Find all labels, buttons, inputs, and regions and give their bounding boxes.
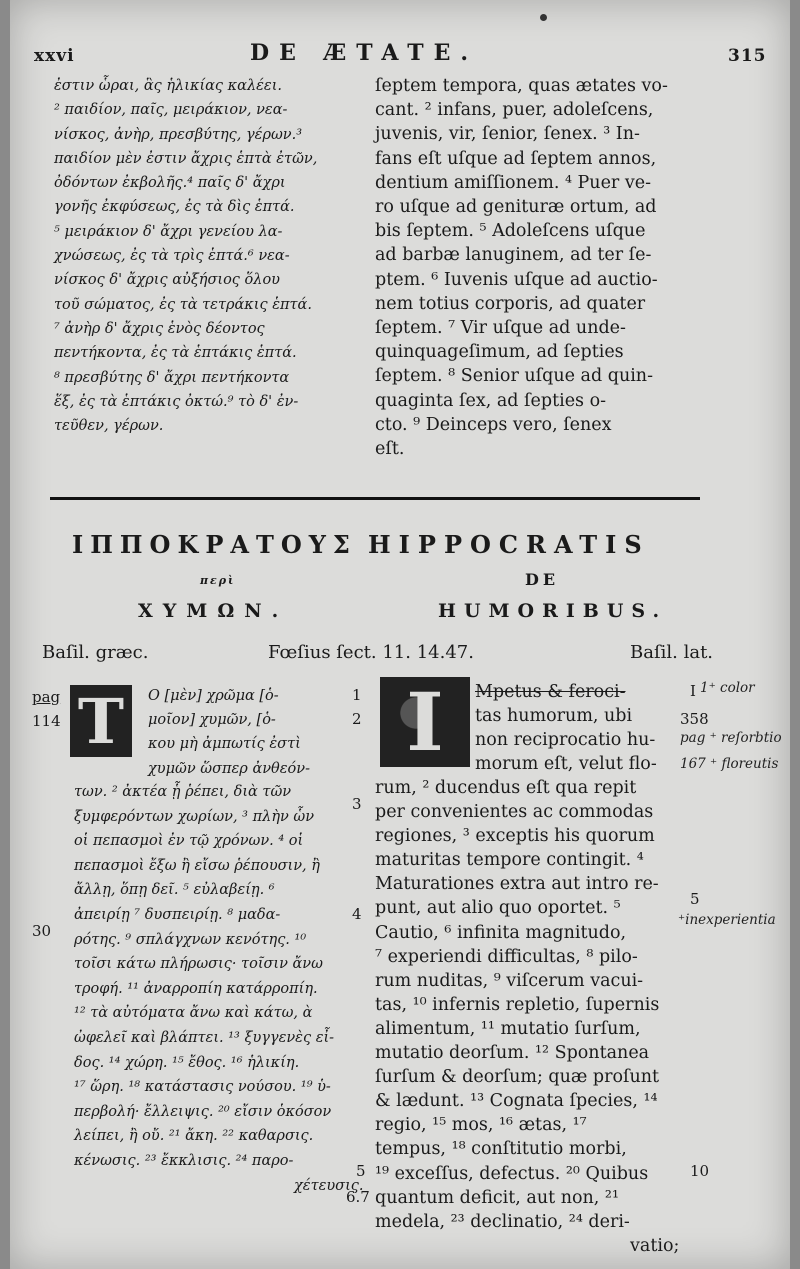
text-line: ⁷ experiendi difficultas, ⁸ pilo- (375, 946, 638, 967)
text-line: των. ² ἀκτέα ᾗ ῥέπει, διὰ τῶν (74, 784, 292, 800)
text-line: ² παιδίον, παῖς, μειράκιον, νεα- (54, 102, 288, 119)
text-line: κου μὴ ἀμπωτίς ἐστὶ (148, 736, 301, 753)
text-line: περβολή· ἔλλειψις. ²⁰ εἴσιν ὁκόσον (74, 1103, 332, 1120)
text-line: cant. ² infans, puer, adoleſcens, (375, 100, 654, 121)
text-line: ὠφελεῖ καὶ βλάπτει. ¹³ ξυγγενὲς εἶ- (74, 1029, 335, 1046)
text-line: medela, ²³ declinatio, ²⁴ deri- (375, 1211, 630, 1232)
text-line: ¹⁹ exceſſus, defectus. ²⁰ Quibus (375, 1163, 649, 1184)
latin-author-title: HIPPOCRATIS (368, 530, 650, 559)
margin-number: I (690, 682, 696, 700)
latin-text-top (375, 74, 690, 461)
text-line: νίσκος δ' ἄχρις αὐξήσιος ὅλου (54, 272, 280, 289)
text-line: tas humorum, ubi (475, 706, 633, 726)
margin-line-number: 30 (32, 922, 52, 940)
text-line: λείπει, ἢ οὔ. ²¹ ἄκη. ²² καθαρσις. (74, 1128, 314, 1145)
handwritten-note: 167 ⁺ floreutis (680, 756, 779, 772)
handwritten-note: 1⁺ color (700, 680, 755, 696)
text-line: τοῦ σώματος, ἐς τὰ τετράκις ἑπτά. (54, 296, 312, 313)
text-line: τροφή. ¹¹ ἀναρροπίη κατάρροπίη. (74, 980, 318, 997)
margin-number: 2 (352, 710, 362, 728)
text-line: tempus, ¹⁸ conſtitutio morbi, (375, 1139, 627, 1160)
text-line: ptem. ⁶ Iuvenis uſque ad auctio- (375, 269, 658, 290)
margin-number: 6.7 (346, 1188, 370, 1206)
text-line: juvenis, vir, ſenior, ſenex. ³ In- (375, 124, 640, 145)
text-line: ρότης. ⁹ σπλάγχνων κενότης. ¹⁰ (74, 931, 307, 948)
text-line: ⁵ μειράκιον δ' ἄχρι γενείου λα- (54, 223, 283, 240)
greek-peri: περὶ (200, 574, 236, 587)
margin-number: 1 (352, 686, 362, 704)
text-line: ἕξ, ἐς τὰ ἑπτάκις ὀκτώ.⁹ τὸ δ' ἐν- (54, 393, 299, 410)
text-line: & lædunt. ¹³ Cognata ſpecies, ¹⁴ (375, 1091, 658, 1112)
text-line: πεπασμοὶ ἔξω ἢ εἴσω ῥέπουσιν, ἢ (74, 857, 320, 874)
text-line: οἱ πεπασμοὶ ἐν τῷ χρόνων. ⁴ οἱ (74, 833, 304, 850)
page-number: 315 (728, 46, 767, 66)
text-line: rum, ² ducendus eſt qua repit (375, 778, 637, 798)
margin-page-ref: 358 (680, 710, 709, 728)
text-line: ¹² τὰ αὐτόματα ἄνω καὶ κάτω, ὰ (74, 1005, 313, 1022)
latin-work-title: HUMORIBUS. (438, 600, 668, 622)
text-line: Cautio, ⁶ infinita magnitudo, (375, 922, 627, 943)
text-line: ro uſque ad genituræ ortum, ad (375, 197, 657, 218)
margin-pag-label: pag (32, 688, 61, 706)
section-divider (50, 497, 700, 500)
greek-text-top (54, 74, 364, 438)
text-line: κένωσις. ²³ ἔκκλισις. ²⁴ παρο- (74, 1152, 294, 1169)
text-line: dentium amiſſionem. ⁴ Puer ve- (375, 172, 652, 193)
greek-work-title: ΧΥΜΩΝ. (138, 600, 289, 622)
text-line: regio, ¹⁵ mos, ¹⁶ ætas, ¹⁷ (375, 1115, 587, 1136)
text-line: quaginta ſex, ad ſepties o- (375, 390, 607, 411)
text-line: quantum deficit, aut non, ²¹ (375, 1187, 619, 1208)
text-line: vatio; (630, 1235, 680, 1256)
source-foesius: Fœſius ſect. 11. 14.47. (268, 642, 474, 663)
text-line: cto. ⁹ Deinceps vero, ſenex (375, 414, 612, 435)
decorated-initial-latin: I (380, 677, 470, 767)
text-line: Ο [μὲν] χρῶμα [ὁ- (148, 688, 279, 704)
text-line: πεντήκοντα, ἐς τὰ ἑπτάκις ἑπτά. (54, 345, 297, 362)
text-line: ὀδόντων ἐκβολῆς.⁴ παῖς δ' ἄχρι (54, 175, 286, 192)
text-line: ⁸ πρεσβύτης δ' ἄχρι πεντήκοντα (54, 369, 290, 386)
text-line: γονῆς ἐκφύσεως, ἐς τὰ δὶς ἑπτά. (54, 199, 295, 216)
text-line: ⁷ ἀνὴρ δ' ἄχρις ἑνὸς δέοντος (54, 320, 265, 337)
text-line: δος. ¹⁴ χώρη. ¹⁵ ἔθος. ¹⁶ ἡλικίη. (74, 1054, 300, 1071)
text-line: παιδίον μὲν ἐστιν ἄχρις ἑπτὰ ἐτῶν, (54, 150, 318, 167)
running-title: DE ÆTATE. (250, 40, 479, 66)
text-line: μοῖον] χυμῶν, [ὁ- (148, 712, 276, 729)
greek-author-title: ΙΠΠΟΚΡΑΤΟΥΣ (72, 530, 357, 559)
text-line: per convenientes ac commodas (375, 802, 654, 823)
text-line: nem totius corporis, ad quater (375, 293, 646, 314)
latin-de: DE (525, 570, 560, 589)
text-line: τεῦθεν, γέρων. (54, 418, 164, 435)
text-line: non reciprocatio hu- (475, 730, 656, 750)
text-line: Maturationes extra aut intro re- (375, 874, 659, 895)
text-line: ſurſum & deorſum; quæ proſunt (375, 1067, 660, 1088)
text-line: fans eſt uſque ad ſeptem annos, (375, 148, 657, 169)
text-line: ſeptem. ⁷ Vir uſque ad unde- (375, 318, 626, 339)
text-line: eſt. (375, 439, 405, 460)
text-line: ſeptem tempora, quas ætates vo- (375, 76, 668, 96)
text-line: τοῖσι κάτω πλήρωσις· τοῖσιν ἄνω (74, 956, 323, 973)
decorated-initial-greek: T (70, 685, 132, 757)
text-line: ἀπειρίῃ ⁷ δυσπειρίῃ. ⁸ μαδα- (74, 906, 281, 923)
text-line: mutatio deorſum. ¹² Spontanea (375, 1043, 650, 1064)
margin-number: 10 (690, 1162, 710, 1180)
text-line: ad barbæ lanuginem, ad ter ſe- (375, 245, 652, 266)
text-line: tas, ¹⁰ infernis repletio, ſupernis (375, 994, 660, 1015)
text-line: ξυμφερόντων χωρίων, ³ πλὴν ὧν (74, 808, 315, 825)
text-line: maturitas tempore contingit. ⁴ (375, 850, 644, 871)
text-line: ſeptem. ⁸ Senior uſque ad quin- (375, 366, 653, 387)
margin-number: 5 (690, 890, 700, 908)
book-page (10, 0, 790, 1269)
margin-page-ref: 114 (32, 712, 61, 730)
text-line: bis ſeptem. ⁵ Adoleſcens uſque (375, 221, 646, 242)
text-line: quinquageſimum, ad ſepties (375, 342, 624, 363)
latin-text-intro (475, 680, 657, 776)
margin-number: 4 (352, 905, 362, 923)
text-line: ἐστιν ὧραι, ἃς ἡλικίας καλέει. (54, 78, 282, 94)
greek-text-intro (148, 684, 310, 781)
text-line: νίσκος, ἀνὴρ, πρεσβύτης, γέρων.³ (54, 126, 303, 143)
text-line: χέτευσις. (294, 1177, 364, 1194)
handwritten-note: pag ⁺ reſorbtio (680, 730, 782, 746)
source-greek: Baſil. græc. (42, 642, 149, 663)
text-line: morum eſt, velut flo- (475, 754, 657, 774)
handwritten-note: ⁺inexperientia (678, 912, 776, 928)
text-line: rum nuditas, ⁹ viſcerum vacui- (375, 970, 644, 991)
source-latin: Baſil. lat. (630, 642, 714, 663)
text-line: Mpetus & feroci- (475, 682, 626, 702)
text-line: ¹⁷ ὥρη. ¹⁸ κατάστασις νούσου. ¹⁹ ὑ- (74, 1079, 331, 1096)
text-line: χυμῶν ὥσπερ ἀνθεόν- (148, 760, 310, 777)
text-line: χνώσεως, ἐς τὰ τρὶς ἑπτά.⁶ νεα- (54, 248, 290, 265)
ink-dot (540, 14, 547, 21)
text-line: regiones, ³ exceptis his quorum (375, 826, 655, 847)
text-line: punt, aut alio quo oportet. ⁵ (375, 898, 621, 919)
margin-number: 3 (352, 795, 362, 813)
text-line: ἄλλῃ, ὅπῃ δεῖ. ⁵ εὐλαβείῃ. ⁶ (74, 882, 275, 899)
margin-number: 5 (356, 1162, 366, 1180)
text-line: alimentum, ¹¹ mutatio ſurſum, (375, 1018, 641, 1039)
latin-text-bottom (375, 776, 679, 1258)
page-header-left: xxvi (34, 46, 75, 66)
greek-text-bottom (74, 780, 364, 1198)
